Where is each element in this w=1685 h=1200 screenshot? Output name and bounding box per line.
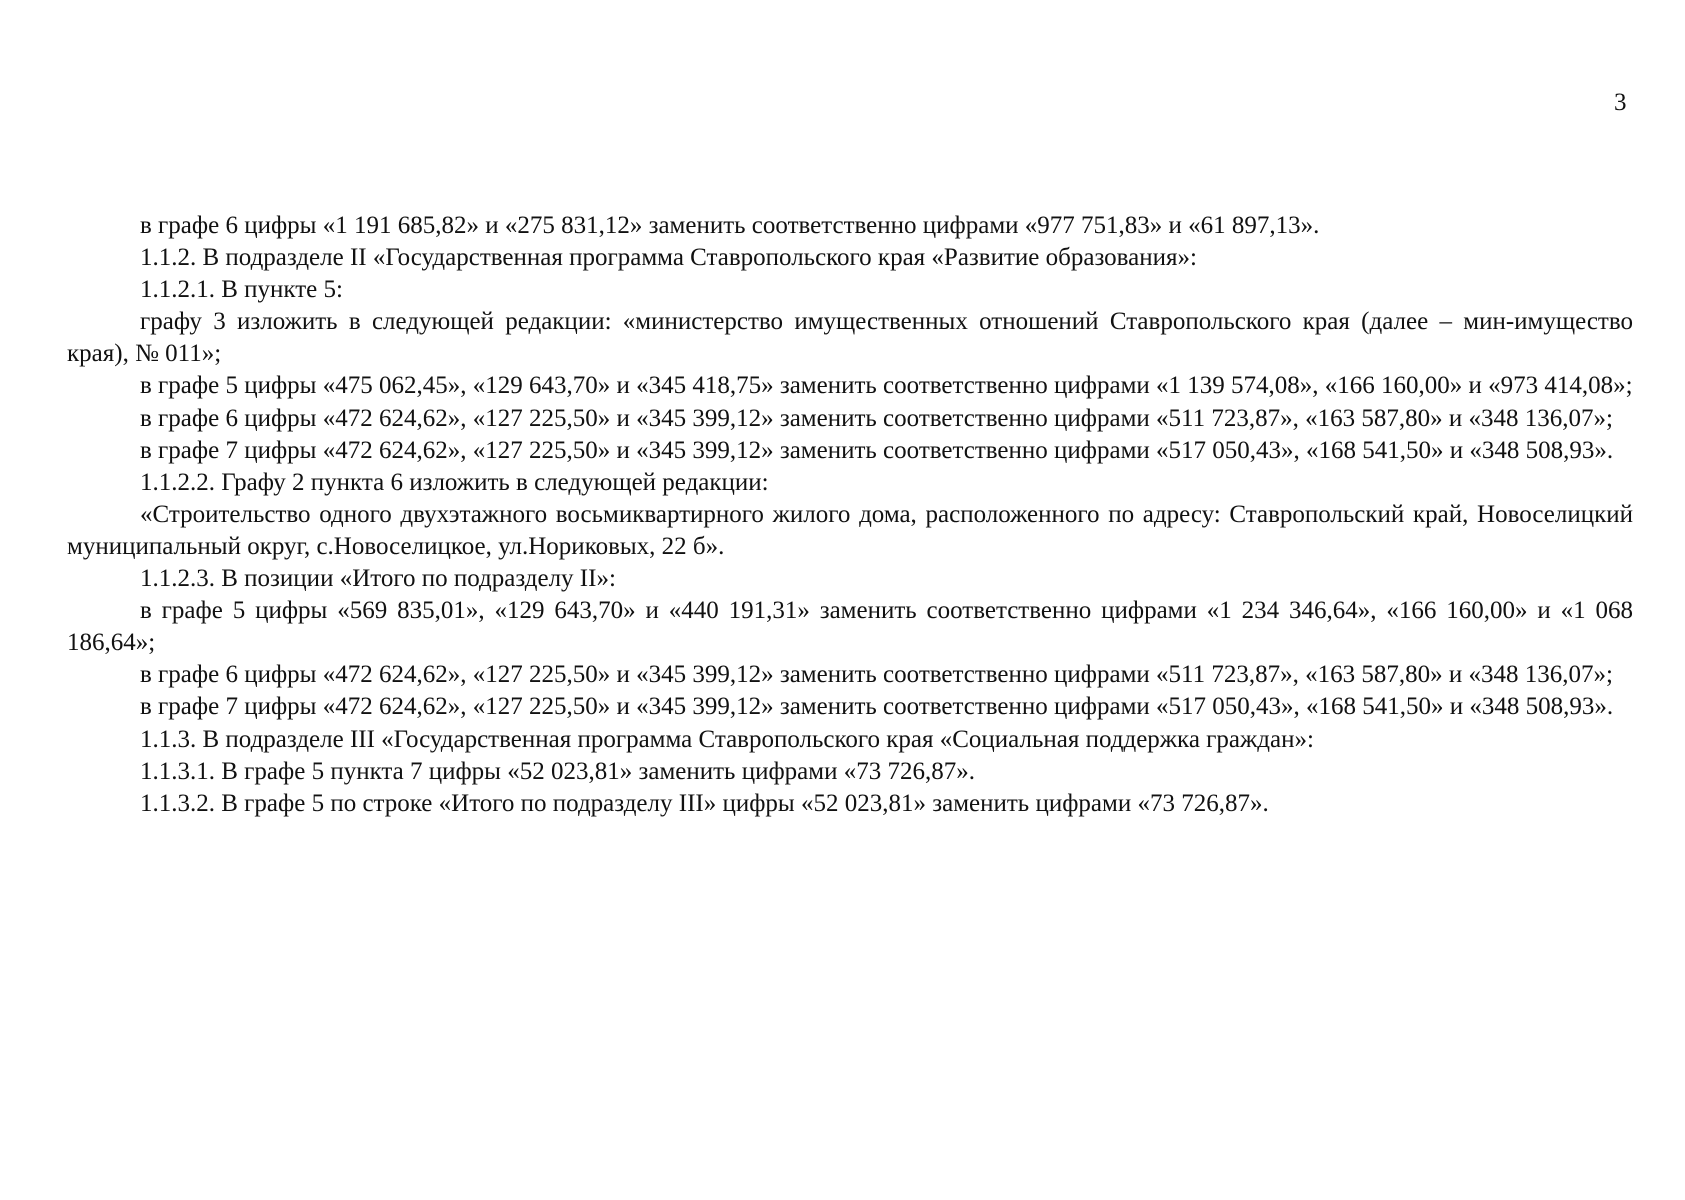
paragraph-1-1-2-heading: 1.1.2. В подразделе II «Государственная программа Ставропольского края «Развитие образования»: [140,244,1197,272]
paragraph-1-1-3-2: 1.1.3.2. В графе 5 по строке «Итого по подразделу III» цифры «52 023,81» заменить цифрами «73 726,87». [140,789,1269,817]
paragraph-graph5-item5: в графе 5 цифры «475 062,45», «129 643,70» и «345 418,75» заменить соответственно цифрами «1 139 574,08», «166 160,00» и «973 414,08»; [140,372,1633,400]
paragraph-1-1-2-2-heading: 1.1.2.2. Графу 2 пункта 6 изложить в следующей редакции: [140,468,769,496]
paragraph-1-1-3-1: 1.1.3.1. В графе 5 пункта 7 цифры «52 023,81» заменить цифрами «73 726,87». [140,757,975,785]
page-number: 3 [1614,89,1627,116]
paragraph-graph3-edit: графу 3 изложить в следующей редакции: «министерство имущественных отношений Ставропольского края (далее – мин-имущество края), № 011»; [67,308,1633,368]
document-body [67,210,1633,820]
paragraph-graph6-total: в графе 6 цифры «472 624,62», «127 225,50» и «345 399,12» заменить соответственно цифрами «511 723,87», «163 587,80» и «348 136,07»; [140,661,1613,689]
paragraph-1-1-2-3-heading: 1.1.2.3. В позиции «Итого по подразделу II»: [140,565,616,593]
paragraph-graph5-total: в графе 5 цифры «569 835,01», «129 643,70» и «440 191,31» заменить соответственно цифрами «1 234 346,64», «166 160,00» и «1 068 186,64»; [67,597,1633,657]
paragraph-graph6-item5: в графе 6 цифры «472 624,62», «127 225,50» и «345 399,12» заменить соответственно цифрами «511 723,87», «163 587,80» и «348 136,07»; [140,404,1613,432]
paragraph-construction-text: «Строительство одного двухэтажного восьмиквартирного жилого дома, расположенного по адресу: Ставропольский край, Новоселицкий муниципальный округ, с.Новоселицкое, ул.Нориковых, 22 б». [67,500,1633,560]
paragraph-graph7-total: в графе 7 цифры «472 624,62», «127 225,50» и «345 399,12» заменить соответственно цифрами «517 050,43», «168 541,50» и «348 508,93». [140,693,1614,721]
paragraph-1-1-3-heading: 1.1.3. В подразделе III «Государственная программа Ставропольского края «Социальная поддержка граждан»: [140,725,1314,753]
paragraph-graph6-section1: в графе 6 цифры «1 191 685,82» и «275 831,12» заменить соответственно цифрами «977 751,83» и «61 897,13». [140,212,1320,239]
paragraph-graph7-item5: в графе 7 цифры «472 624,62», «127 225,50» и «345 399,12» заменить соответственно цифрами «517 050,43», «168 541,50» и «348 508,93». [140,436,1614,464]
paragraph-1-1-2-1-heading: 1.1.2.1. В пункте 5: [140,276,343,304]
